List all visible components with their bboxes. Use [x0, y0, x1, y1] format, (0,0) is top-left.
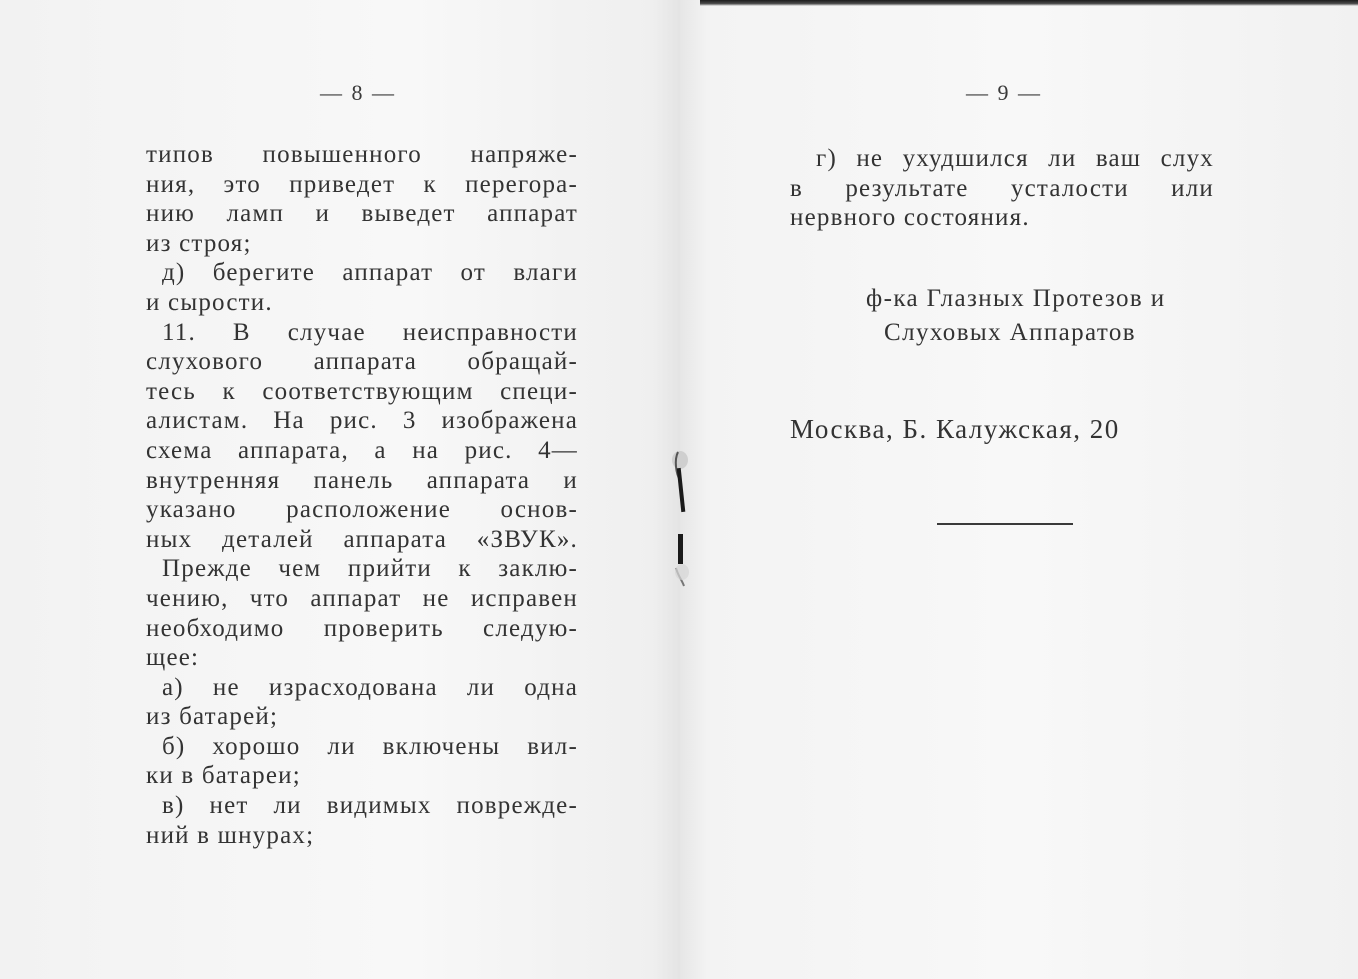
- text-line: б) хорошо ли включены вил-: [162, 732, 578, 760]
- page-top-edge-shadow: [700, 0, 1358, 6]
- factory-name: [860, 282, 1220, 350]
- text-line: алистам. На рис. 3 изображена: [146, 407, 578, 435]
- page-number-right: — 9 —: [966, 80, 1042, 105]
- left-page-text: [146, 140, 578, 850]
- text-line: ных деталей аппарата «ЗВУК».: [146, 525, 578, 553]
- text-line: нию ламп и выведет аппарат: [146, 200, 578, 228]
- text-line: указано расположение основ-: [146, 496, 578, 524]
- text-line: а) не израсходована ли одна: [162, 673, 578, 701]
- text-line: 11. В случае неисправности: [162, 318, 578, 346]
- staple-icon: [662, 440, 702, 590]
- text-line: нервного состояния.: [790, 204, 1030, 231]
- text-line: д) берегите аппарат от влаги: [162, 259, 578, 287]
- factory-line-1: ф-ка Глазных Протезов и: [866, 285, 1166, 312]
- factory-line-2: Слуховых Аппаратов: [884, 319, 1137, 346]
- text-line: типов повышенного напряже-: [146, 141, 578, 168]
- right-page-text: [790, 144, 1214, 233]
- text-line: чению, что аппарат не исправен: [146, 584, 578, 612]
- text-line: ния, это приведет к перегора-: [146, 170, 578, 198]
- text-line: слухового аппарата обращай-: [146, 348, 578, 376]
- text-line: в результате усталости или: [790, 174, 1214, 202]
- text-line: внутренняя панель аппарата и: [146, 466, 578, 494]
- text-line: ний в шнурах;: [146, 821, 315, 849]
- text-line: ки в батареи;: [146, 762, 301, 790]
- text-line: г) не ухудшился ли ваш слух: [816, 145, 1214, 172]
- text-line: в) нет ли видимых поврежде-: [162, 792, 578, 820]
- text-line: Прежде чем прийти к заклю-: [162, 555, 578, 583]
- page-number-left: — 8 —: [320, 80, 396, 105]
- text-line: щее:: [146, 644, 200, 672]
- closing-rule: [937, 523, 1073, 525]
- address: Москва, Б. Калужская, 20: [790, 414, 1120, 444]
- text-line: из строя;: [146, 229, 252, 257]
- text-line: необходимо проверить следую-: [146, 614, 578, 642]
- text-line: из батарей;: [146, 703, 279, 731]
- text-line: тесь к соответствующим специ-: [146, 377, 578, 405]
- text-line: и сырости.: [146, 288, 273, 316]
- text-line: схема аппарата, а на рис. 4—: [146, 436, 578, 464]
